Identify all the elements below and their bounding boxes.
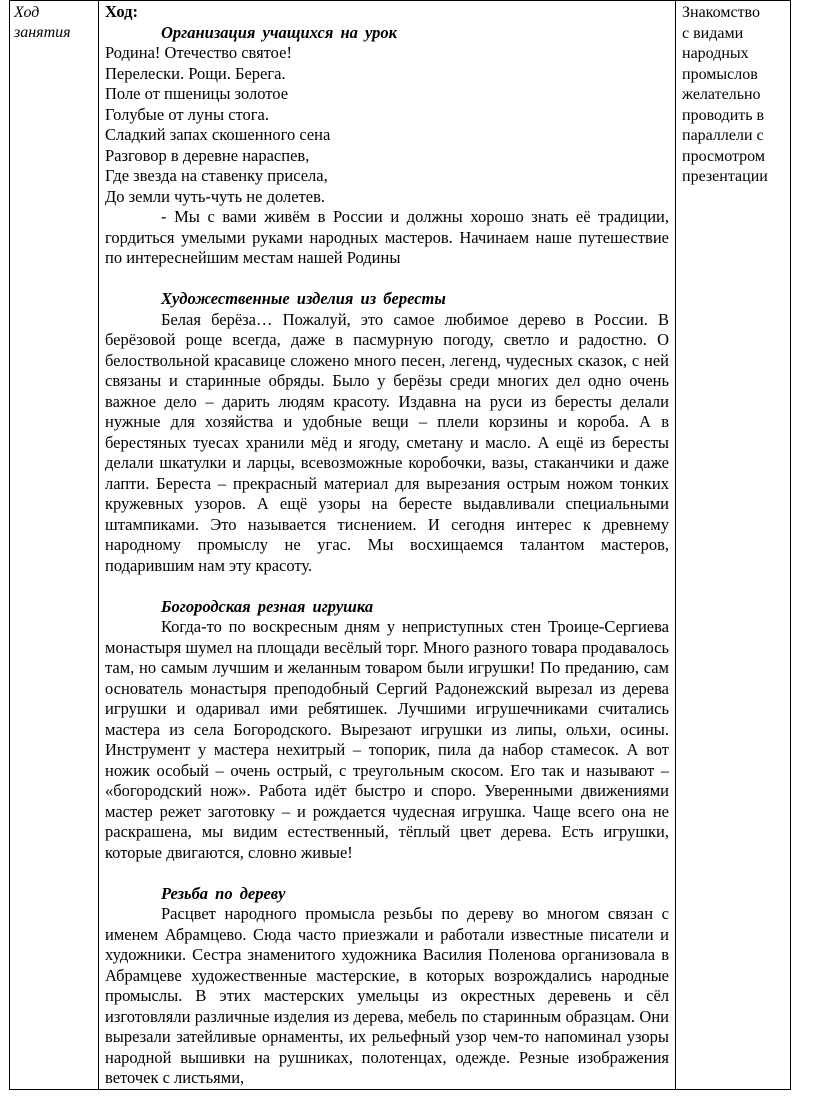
hod-heading: Ход: bbox=[105, 2, 139, 21]
note-line: Знакомство bbox=[682, 4, 760, 21]
content-column bbox=[99, 1, 676, 1090]
note-line: народных bbox=[682, 45, 749, 62]
note-line: параллели с bbox=[682, 127, 764, 144]
poem-line: Разговор в деревне нараспев, bbox=[105, 145, 310, 165]
poem-line: Где звезда на ставенку присела, bbox=[105, 166, 328, 185]
note-line: с видами bbox=[682, 24, 744, 42]
organization-title: Организация учащихся на урок bbox=[161, 22, 397, 42]
note-line: проводить в bbox=[682, 106, 765, 124]
intro-paragraph: - Мы с вами живём в России и должны хорошо знать её традиции, гордиться умелыми руками народных мастеров. Начинаем наше путешествие по интереснейшим местам нашей Родины bbox=[105, 207, 669, 267]
teacher-note bbox=[676, 1, 790, 188]
table-row bbox=[10, 1, 791, 1090]
section-title-wood-carving: Резьба по дереву bbox=[161, 883, 286, 903]
note-line: просмотром bbox=[682, 147, 765, 165]
section-text-wood-carving: Расцвет народного промысла резьбы по дереву во многом связан с именем Абрамцево. Сюда часто приезжали и работали известные писатели и художники. Сестра знаменитого художника Василия Поленова организовала в Абрамцеве художественные мастерские, в которых возрождались народные промыслы. В этих мастерских умельцы из окрестных деревень и сёл изготовляли различные изделия из дерева, мебель по старинным образцам. Они вырезали затейливые орнаменты, их рельефный узор чем-то напоминал узоры народной вышивки на рушниках, полотенцах, одежде. Резные изображения веточек с листьями, bbox=[105, 904, 669, 1087]
poem-line: Родина! Отечество святое! bbox=[105, 43, 292, 62]
poem-line: До земли чуть-чуть не долетев. bbox=[105, 186, 326, 206]
poem-line: Поле от пшеницы золотое bbox=[105, 84, 289, 103]
section-title-bogorodsk-toy: Богородская резная игрушка bbox=[161, 596, 374, 616]
section-text-birch-bark: Белая берёза… Пожалуй, это самое любимое дерево в России. В берёзовой роще всегда, даже в пасмурную погоду, светло и радостно. О белоствольной красавице сложено много песен, легенд, чудесных сказок, с ней связаны и старинные обряды. Было у берёзы среди многих дел одно очень важное дело – дарить людям красоту. Издавна на руси из бересты делали нужные для хозяйства и удобные вещи – плели корзины и короба. А в берестяных туесах хранили мёд и ягоду, сметану и масло. А ещё из бересты делали шкатулки и ларцы, всевозможные коробочки, вазы, стаканчики и даже лапти. Береста – прекрасный материал для вырезания острым ножом тонких кружевных узоров. А ещё узоры на бересте выдавливали специальными штампиками. Это называется тиснением. И сегодня интерес к древнему народному промыслу не угас. Мы восхищаемся талантом мастеров, подарившим нам эту красоту. bbox=[105, 309, 669, 575]
poem-line: Сладкий запах скошенного сена bbox=[105, 125, 331, 144]
section-title-birch-bark: Художественные изделия из бересты bbox=[161, 289, 446, 308]
poem-line: Голубые от луны стога. bbox=[105, 104, 269, 124]
notes-column bbox=[676, 1, 791, 1090]
poem bbox=[105, 43, 669, 207]
section-text-bogorodsk-toy: Когда-то по воскресным дням у неприступных стен Троице-Сергиева монастыря шумел на площади весёлый торг. Много разного товара продавалось там, но самым лучшим и желанным товаром были игрушки! По преданию, сам основатель монастыря преподобный Сергий Радонежский вырезал из дерева игрушки и одаривал ими ребятишек. Лучшими игрушечниками считались мастера из села Богородского. Вырезают игрушки из липы, ольхи, осины. Инструмент у мастера нехитрый – топорик, пила да набор стамесок. А вот ножик особый – очень острый, с треугольным скосом. Его так и называют – «богородский нож». Работа идёт быстро и споро. Уверенными движениями мастер режет заготовку – и рождается чудесная игрушка. Чаще всего она не раскрашена, мы видим естественный, тёплый цвет дерева. Есть игрушки, которые двигаются, словно живые! bbox=[105, 617, 669, 862]
stage-label: Ход занятия bbox=[14, 4, 71, 41]
lesson-plan-table bbox=[9, 0, 791, 1090]
note-line: презентации bbox=[682, 168, 768, 185]
note-line: желательно bbox=[682, 86, 761, 103]
stage-column bbox=[10, 1, 99, 1090]
note-line: промыслов bbox=[682, 65, 758, 83]
poem-line: Перелески. Рощи. Берега. bbox=[105, 63, 286, 83]
